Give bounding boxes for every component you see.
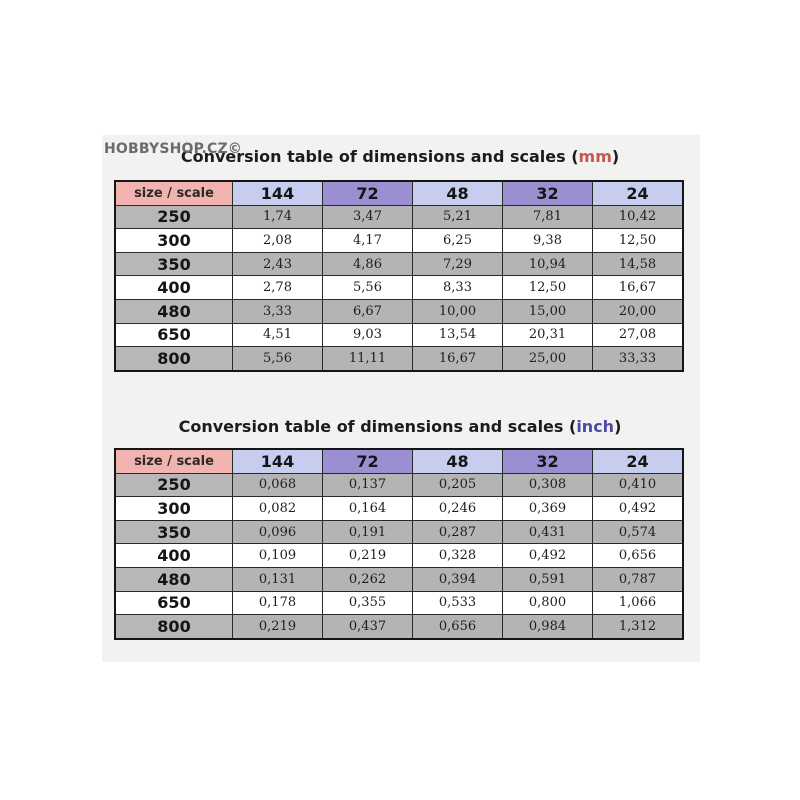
value-cell: 20,00 [593, 299, 684, 323]
title-suffix: ) [611, 147, 620, 166]
value-cell: 0,984 [503, 615, 593, 639]
table-row [115, 567, 683, 591]
scale-header: 32 [503, 181, 593, 205]
value-cell: 0,246 [413, 497, 503, 521]
value-cell: 33,33 [593, 347, 684, 371]
size-cell: 350 [115, 520, 233, 544]
title-unit: inch [576, 417, 615, 436]
title-text: Conversion table of dimensions and scales ( [178, 417, 577, 436]
title-suffix: ) [614, 417, 622, 436]
title-text: Conversion table of dimensions and scales ( [180, 147, 579, 166]
value-cell: 0,492 [593, 497, 684, 521]
table-body [115, 181, 683, 371]
value-cell: 0,533 [413, 591, 503, 615]
value-cell: 2,08 [233, 229, 323, 253]
value-cell: 0,082 [233, 497, 323, 521]
scale-header: 48 [413, 181, 503, 205]
value-cell: 0,369 [503, 497, 593, 521]
header-row [115, 449, 683, 473]
size-cell: 800 [115, 347, 233, 371]
value-cell: 3,33 [233, 299, 323, 323]
value-cell: 0,431 [503, 520, 593, 544]
value-cell: 4,17 [323, 229, 413, 253]
size-cell: 300 [115, 497, 233, 521]
value-cell: 0,068 [233, 473, 323, 497]
value-cell: 8,33 [413, 276, 503, 300]
table-row [115, 520, 683, 544]
scale-header: 48 [413, 449, 503, 473]
value-cell: 0,219 [233, 615, 323, 639]
value-cell: 0,355 [323, 591, 413, 615]
table-row [115, 323, 683, 347]
value-cell: 0,219 [323, 544, 413, 568]
value-cell: 0,787 [593, 567, 684, 591]
scale-header: 72 [323, 181, 413, 205]
table-row [115, 544, 683, 568]
table-title-inch [112, 417, 688, 436]
scale-header: 24 [593, 449, 684, 473]
size-cell: 480 [115, 567, 233, 591]
value-cell: 0,394 [413, 567, 503, 591]
value-cell: 12,50 [503, 276, 593, 300]
value-cell: 1,066 [593, 591, 684, 615]
value-cell: 25,00 [503, 347, 593, 371]
table-row [115, 205, 683, 229]
size-cell: 650 [115, 591, 233, 615]
value-cell: 0,591 [503, 567, 593, 591]
size-cell: 250 [115, 473, 233, 497]
value-cell: 13,54 [413, 323, 503, 347]
table-row [115, 229, 683, 253]
value-cell: 0,164 [323, 497, 413, 521]
size-cell: 300 [115, 229, 233, 253]
corner-header: size / scale [115, 449, 233, 473]
value-cell: 0,308 [503, 473, 593, 497]
size-cell: 400 [115, 544, 233, 568]
scale-header: 24 [593, 181, 684, 205]
value-cell: 0,109 [233, 544, 323, 568]
value-cell: 0,191 [323, 520, 413, 544]
value-cell: 5,21 [413, 205, 503, 229]
value-cell: 0,287 [413, 520, 503, 544]
value-cell: 15,00 [503, 299, 593, 323]
conversion-table-inch [114, 448, 684, 640]
watermark: HOBBYSHOP.CZ© [104, 141, 243, 157]
value-cell: 4,86 [323, 252, 413, 276]
value-cell: 1,312 [593, 615, 684, 639]
scale-header: 144 [233, 449, 323, 473]
value-cell: 27,08 [593, 323, 684, 347]
value-cell: 16,67 [593, 276, 684, 300]
title-unit: mm [578, 147, 612, 166]
value-cell: 0,800 [503, 591, 593, 615]
value-cell: 0,437 [323, 615, 413, 639]
value-cell: 20,31 [503, 323, 593, 347]
value-cell: 4,51 [233, 323, 323, 347]
table-row [115, 497, 683, 521]
header-row [115, 181, 683, 205]
scale-header: 144 [233, 181, 323, 205]
value-cell: 0,656 [593, 544, 684, 568]
size-cell: 650 [115, 323, 233, 347]
value-cell: 0,137 [323, 473, 413, 497]
value-cell: 0,205 [413, 473, 503, 497]
value-cell: 0,096 [233, 520, 323, 544]
table-row [115, 299, 683, 323]
value-cell: 2,78 [233, 276, 323, 300]
value-cell: 0,656 [413, 615, 503, 639]
value-cell: 11,11 [323, 347, 413, 371]
value-cell: 1,74 [233, 205, 323, 229]
table-row [115, 615, 683, 639]
scale-header: 32 [503, 449, 593, 473]
value-cell: 0,262 [323, 567, 413, 591]
value-cell: 10,42 [593, 205, 684, 229]
table-row [115, 276, 683, 300]
size-cell: 800 [115, 615, 233, 639]
table-row [115, 473, 683, 497]
value-cell: 0,574 [593, 520, 684, 544]
table-body [115, 449, 683, 639]
value-cell: 14,58 [593, 252, 684, 276]
corner-header: size / scale [115, 181, 233, 205]
value-cell: 5,56 [323, 276, 413, 300]
value-cell: 16,67 [413, 347, 503, 371]
conversion-table-mm [114, 180, 684, 372]
size-cell: 400 [115, 276, 233, 300]
value-cell: 0,492 [503, 544, 593, 568]
value-cell: 6,25 [413, 229, 503, 253]
value-cell: 9,03 [323, 323, 413, 347]
size-cell: 250 [115, 205, 233, 229]
scale-header: 72 [323, 449, 413, 473]
value-cell: 0,410 [593, 473, 684, 497]
value-cell: 0,178 [233, 591, 323, 615]
value-cell: 12,50 [593, 229, 684, 253]
value-cell: 5,56 [233, 347, 323, 371]
table-row [115, 591, 683, 615]
value-cell: 9,38 [503, 229, 593, 253]
value-cell: 2,43 [233, 252, 323, 276]
value-cell: 7,29 [413, 252, 503, 276]
value-cell: 0,328 [413, 544, 503, 568]
value-cell: 3,47 [323, 205, 413, 229]
table-row [115, 347, 683, 371]
size-cell: 480 [115, 299, 233, 323]
size-cell: 350 [115, 252, 233, 276]
value-cell: 10,94 [503, 252, 593, 276]
value-cell: 0,131 [233, 567, 323, 591]
value-cell: 7,81 [503, 205, 593, 229]
value-cell: 6,67 [323, 299, 413, 323]
value-cell: 10,00 [413, 299, 503, 323]
table-row [115, 252, 683, 276]
